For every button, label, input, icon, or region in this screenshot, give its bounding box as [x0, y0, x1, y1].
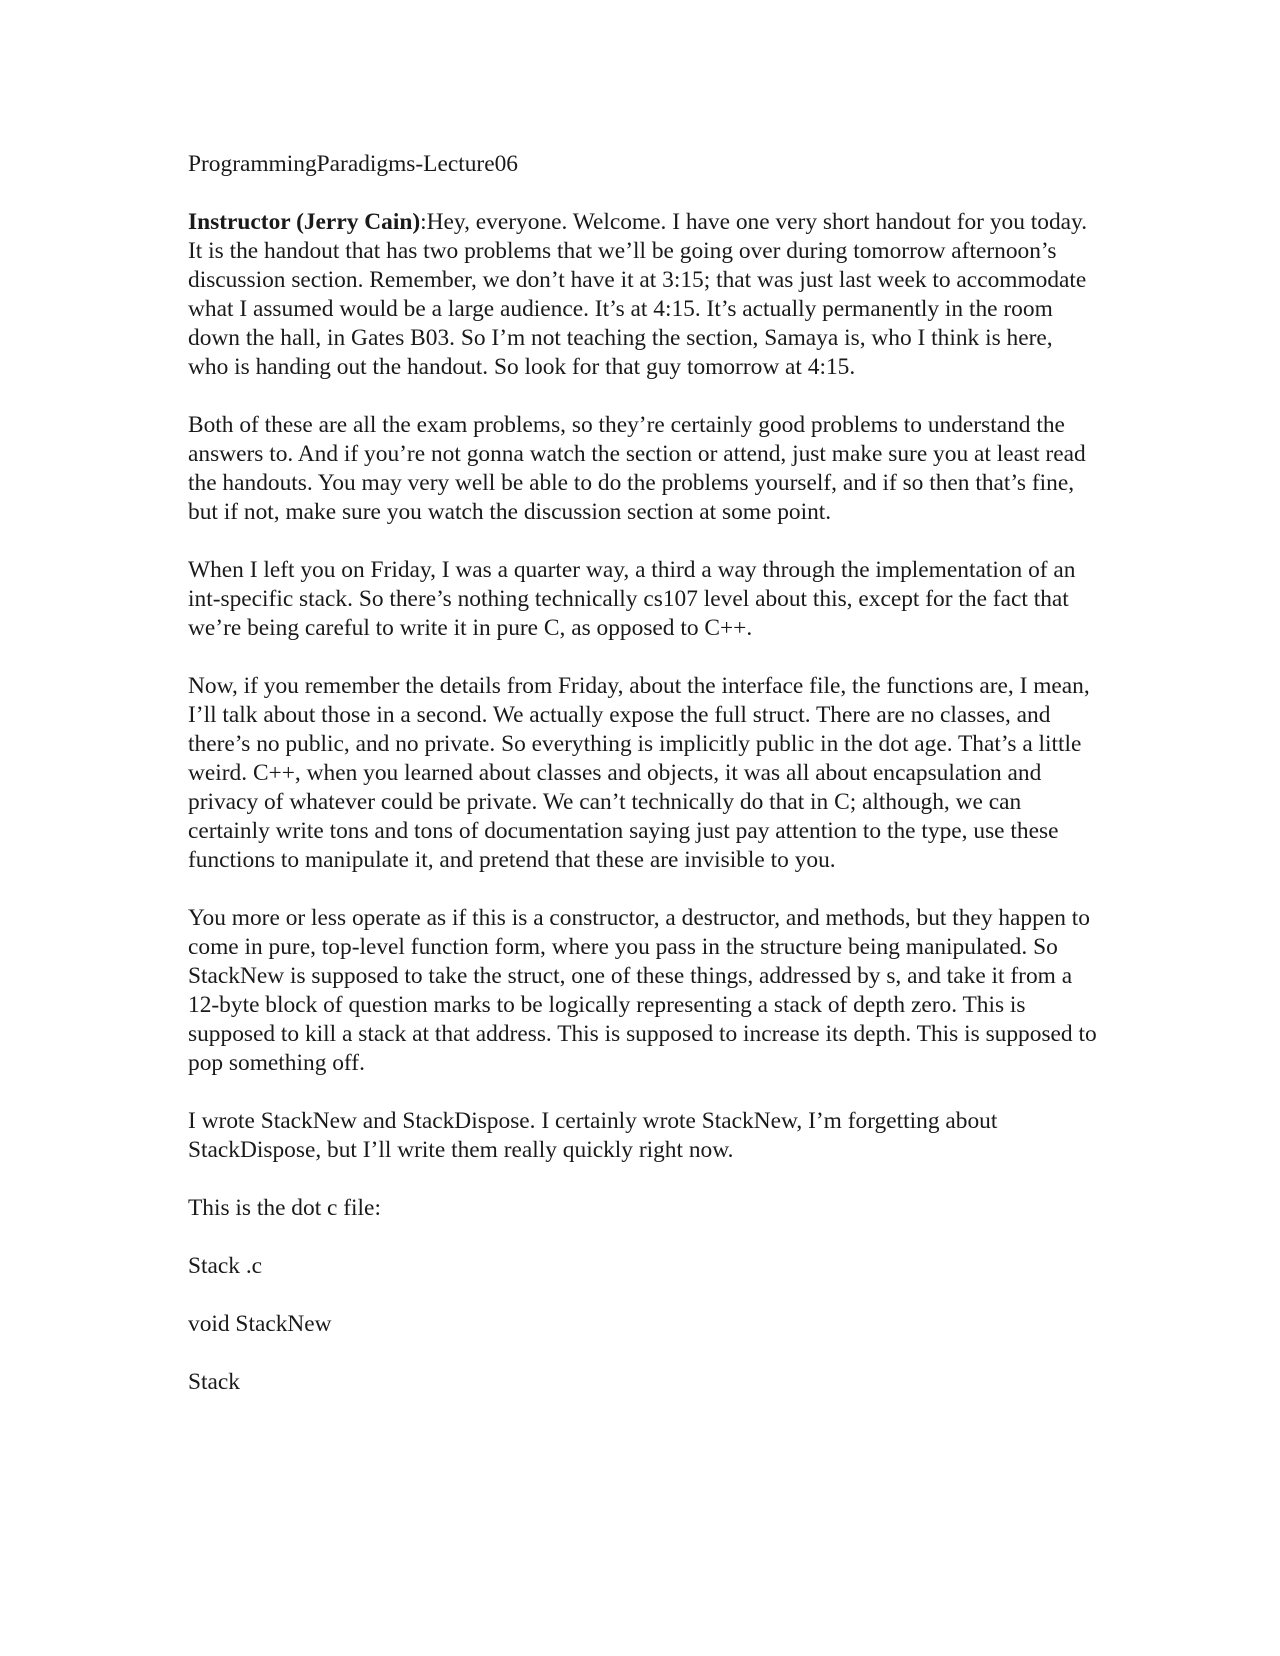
code-filename: Stack .c [188, 1253, 263, 1279]
code-line: Stack [188, 1369, 240, 1395]
intro-text: Hey, everyone. Welcome. I have one very short handout for you today. It is the handout that has two problems that we’ll be going over during tomorrow afternoon’s discussion section. Remember, we don’t have it at 3:15; that was just last week to accommodate what I assumed would be a large audience. It’s at 4:15. It’s actually permanently in the room down the hall, in Gates B03. So I’m not teaching the section, Samaya is, who I think is here, who is handing out the handout. So look for that guy tomorrow at 4:15. [188, 209, 1088, 380]
code-line: void StackNew [188, 1311, 332, 1337]
paragraph: You more or less operate as if this is a constructor, a destructor, and methods, but they happen to come in pure, top-level function form, where you pass in the structure being manipulated. So StackNew is supposed to take the struct, one of these things, addressed by s, and take it from a 12-byte block of question marks to be logically representing a stack of depth zero. This is supposed to kill a stack at that address. This is supposed to increase its depth. This is supposed to pop something off. [188, 905, 1097, 1076]
paragraph: This is the dot c file: [188, 1195, 381, 1221]
paragraph: Now, if you remember the details from Friday, about the interface file, the functions are, I mean, I’ll talk about those in a second. We actually expose the full struct. There are no classes, and there’s no public, and no private. So everything is implicitly public in the dot age. That’s a little weird. C++, when you learned about classes and objects, it was all about encapsulation and privacy of whatever could be private. We can’t technically do that in C; although, we can certainly write tons and tons of documentation saying just pay attention to the type, use these functions to manipulate it, and pretend that these are invisible to you. [188, 673, 1090, 873]
paragraph-intro [188, 208, 1098, 382]
document-title: ProgrammingParadigms-Lecture06 [188, 151, 518, 177]
paragraph: I wrote StackNew and StackDispose. I certainly wrote StackNew, I’m forgetting about StackDispose, but I’ll write them really quickly right now. [188, 1108, 998, 1163]
speaker-label: Instructor (Jerry Cain) [188, 209, 421, 235]
paragraph: When I left you on Friday, I was a quarter way, a third a way through the implementation of an int-specific stack. So there’s nothing technically cs107 level about this, except for the fact that we’re being careful to write it in pure C, as opposed to C++. [188, 557, 1076, 641]
speaker-separator: : [420, 209, 427, 235]
document-page [188, 150, 1098, 1426]
paragraph: Both of these are all the exam problems, so they’re certainly good problems to understand the answers to. And if you’re not gonna watch the section or attend, just make sure you at least read the handouts. You may very well be able to do the problems yourself, and if so then that’s fine, but if not, make sure you watch the discussion section at some point. [188, 412, 1086, 525]
